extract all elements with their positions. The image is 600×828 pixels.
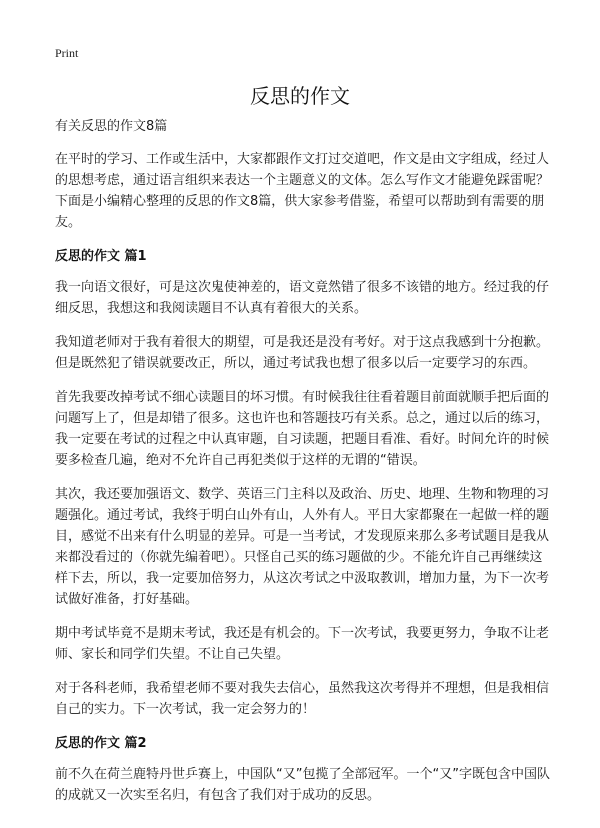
print-link[interactable]: Print [55, 46, 79, 60]
section-1-paragraph-2: 我知道老师对于我有着很大的期望，可是我还是没有考好。对于这点我感到十分抱歉。但是既然犯了错误就要改正，所以，通过考试我也想了很多以后一定要学习的东西。 [55, 335, 550, 371]
section-2-paragraph-1: 前不久在荷兰鹿特丹世乒赛上，中国队“又”包揽了全部冠军。一个“又”字既包含中国队的成就又一次实至名归，有包含了我们对于成功的反思。 [55, 767, 550, 803]
section-1-paragraph-1: 我一向语文很好，可是这次鬼使神差的，语文竟然错了很多不该错的地方。经过我的仔细反思，我想这和我阅读题目不认真有着很大的关系。 [55, 280, 550, 316]
page-title: 反思的作文 [250, 84, 350, 108]
section-heading-1: 反思的作文 篇1 [55, 249, 147, 264]
article-subtitle: 有关反思的作文8篇 [55, 119, 168, 134]
section-1-paragraph-5: 期中考试毕竟不是期末考试，我还是有机会的。下一次考试，我要更努力，争取不让老师、家长和同学们失望。不让自己失望。 [55, 626, 550, 662]
article-body [55, 116, 551, 819]
section-1-paragraph-3: 首先我要改掉考试不细心读题目的坏习惯。有时候我往往看着题目前面就顺手把后面的问题写上了，但是却错了很多。这也许也和答题技巧有关系。总之，通过以后的练习，我一定要在考试的过程之中认真审题，自习读题，把题目看准、看好。时间允许的时候要多检查几遍，绝对不允许自己再犯类似于这样的无谓的“错误。 [55, 390, 550, 468]
section-1-paragraph-6: 对于各科老师，我希望老师不要对我失去信心，虽然我这次考得并不理想，但是我相信自己的实力。下一次考试，我一定会努力的！ [55, 681, 550, 717]
section-1-paragraph-4: 其次，我还要加强语文、数学、英语三门主科以及政治、历史、地理、生物和物理的习题强化。通过考试，我终于明白山外有山，人外有人。平日大家都聚在一起做一样的题目，感觉不出来有什么明显的差异。可是一当考试，才发现原来那么多考试题目是我从来都没看过的（你就先编着吧）。只怪自己买的练习题做的少。不能允许自己再继续这样下去，所以，我一定要加倍努力，从这次考试之中汲取教训，增加力量，为下一次考试做好准备，打好基础。 [55, 487, 550, 607]
intro-paragraph: 在平时的学习、工作或生活中，大家都跟作文打过交道吧，作文是由文字组成，经过人的思想考虑，通过语言组织来表达一个主题意义的文体。怎么写作文才能避免踩雷呢？下面是小编精心整理的反思的作文8篇，供大家参考借鉴，希望可以帮助到有需要的朋友。 [55, 152, 550, 230]
section-heading-2: 反思的作文 篇2 [55, 736, 147, 751]
